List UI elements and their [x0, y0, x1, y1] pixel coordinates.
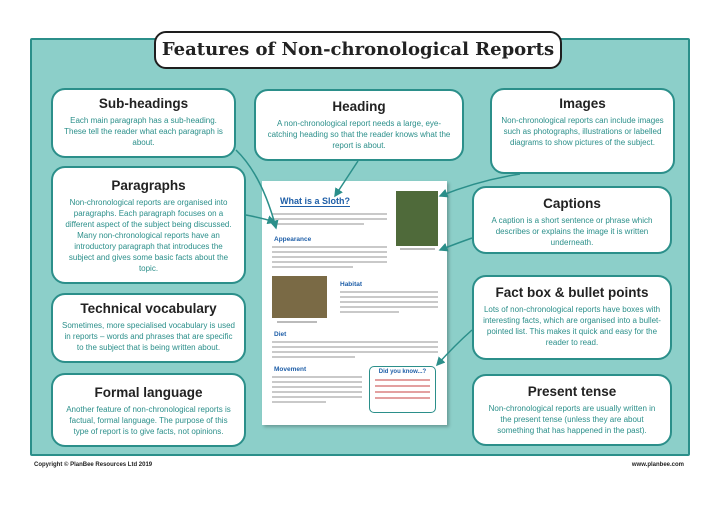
website-text: www.planbee.com [631, 462, 684, 468]
arrow-paragraphs [246, 215, 275, 222]
technical-vocabulary-text: Sometimes, more specialised vocabulary is used in reports – words and phrases that are specific to the subject that is being written about. [62, 321, 235, 352]
subheadings-heading: Sub-headings [98, 96, 189, 111]
copyright-text: Copyright © PlanBee Resources Ltd 2019 [34, 462, 153, 468]
arrow-factbox [437, 330, 472, 365]
section-habitat: Habitat [340, 281, 363, 288]
images-heading: Images [559, 96, 606, 111]
sample-report-title: What is a Sloth? [280, 196, 351, 206]
arrow-images [440, 174, 520, 196]
page-title: Features of Non-chronological Reports [154, 31, 562, 69]
present-tense-text: Non-chronological reports are usually written in the present tense (unless they are about something that has happened in the past). [488, 404, 656, 435]
paragraphs-heading: Paragraphs [111, 178, 186, 193]
fact-box-text: Lots of non-chronological reports have boxes with interesting facts, which are organised into a bullet-pointed list. This makes it quick and easy for the reader to read. [483, 305, 661, 347]
arrow-heading [335, 161, 358, 196]
captions-heading: Captions [543, 196, 601, 211]
heading-heading: Heading [332, 99, 386, 114]
technical-vocabulary-heading: Technical vocabulary [80, 301, 217, 316]
fact-box-heading: Fact box & bullet points [495, 285, 649, 300]
section-diet: Diet [274, 331, 287, 338]
formal-language-text: Another feature of non-chronological reports is factual, formal language. The purpose of this type of report is to give facts, not opinions. [66, 405, 231, 436]
heading-text: A non-chronological report needs a large, eye-catching heading so that the reader knows what the report is about. [267, 119, 451, 150]
section-appearance: Appearance [274, 236, 312, 243]
did-you-know-title: Did you know...? [378, 369, 427, 375]
subheadings-text: Each main paragraph has a sub-heading. These tell the reader what each paragraph is about. [64, 116, 223, 147]
section-movement: Movement [274, 366, 307, 373]
paragraphs-text: Non-chronological reports are organised into paragraphs. Each paragraph focuses on a different aspect of the subject being discussed. Many non-chronological reports have an introductory paragraph that introduces the subject and gives some basic facts about the topic. [65, 198, 232, 273]
images-text: Non-chronological reports can include images such as photographs, illustrations or labelled diagrams to show pictures of the subject. [501, 116, 664, 147]
formal-language-heading: Formal language [94, 385, 203, 400]
captions-text: A caption is a short sentence or phrase which describes or explains the image it is written underneath. [491, 216, 653, 247]
present-tense-heading: Present tense [527, 384, 617, 399]
arrow-captions [440, 238, 472, 250]
